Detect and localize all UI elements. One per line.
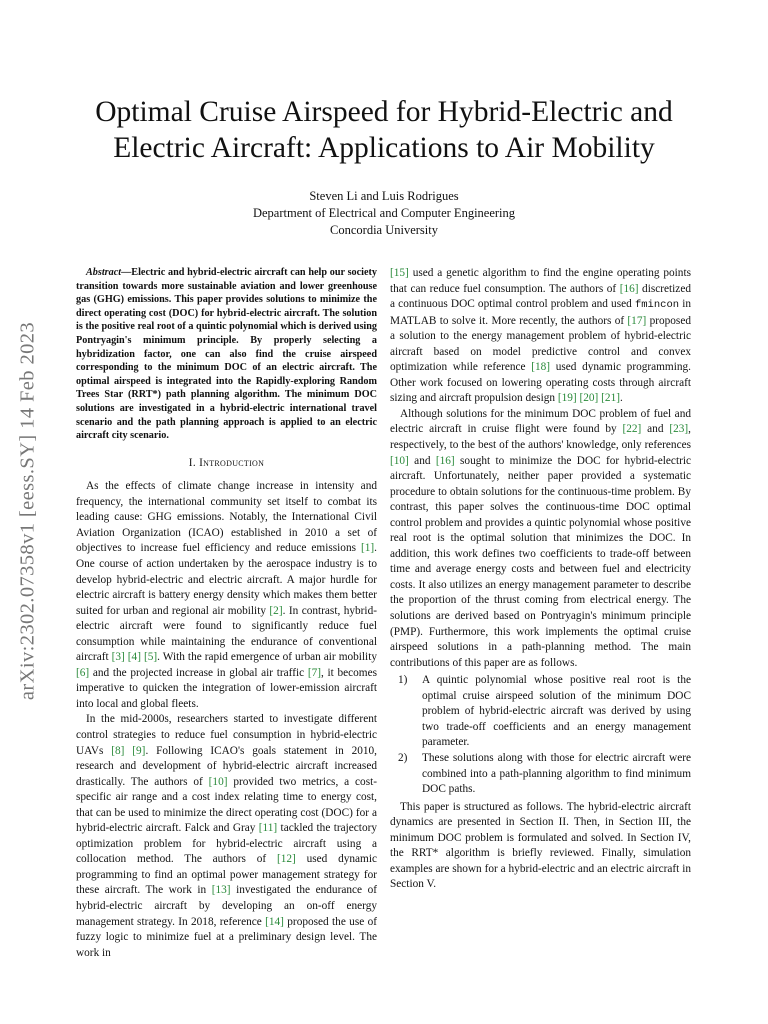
paper-title [40, 94, 728, 166]
citation-link[interactable]: [21] [601, 392, 620, 405]
left-column [76, 266, 377, 961]
code-fmincon: fmincon [634, 299, 680, 312]
intro-paragraph-1: As the effects of climate change increase in intensity and frequency, the international community set itself to combat its leading cause: GHG emissions. Notably, the International Civil Aviation Organization (ICAO) established in 2010 a set of objectives to increase fuel efficiency and reduce emissions [1]. One course of action undertaken by the aerospace industry is to develop hybrid-electric and electric aircraft. A major hurdle for electric aircraft is battery energy density which makes them better suited for urban and regional air mobility [2]. In contrast, hybrid-electric aircraft were found to significantly reduce fuel consumption while maintaining the endurance of conventional aircraft [3] [4] [5]. With the rapid emergence of urban air mobility [6] and the projected increase in global air traffic [7], it becomes imperative to quicken the integration of lower-emission aircraft into local and global fleets. [76, 480, 377, 710]
title-line-2: Electric Aircraft: Applications to Air Mobility [113, 132, 655, 164]
right-column [390, 266, 691, 893]
citation-link[interactable]: [13] [211, 884, 231, 897]
citation-link[interactable]: [14] [265, 915, 284, 928]
intro-paragraph-2-continued: [15] used a genetic algorithm to find the engine operating points that can reduce fuel consumption. The authors of [16] discretized a continuous DOC optimal control problem and used fmincon in MATLAB to solve it. More recently, the authors of [17] proposed a solution to the energy management problem of hybrid-electric aircraft based on model predictive control and convex optimization while reference [18] used dynamic programming. Other work focused on lowering operating costs through aircraft sizing and aircraft propulsion design [19] [20] [21]. [390, 267, 691, 405]
citation-link[interactable]: [10] [390, 454, 409, 467]
citation-link[interactable]: [4] [127, 651, 141, 664]
author-names: Steven Li and Luis Rodrigues [309, 189, 459, 203]
list-item-text: A quintic polynomial whose positive real root is the optimal cruise airspeed solution of the minimum DOC problem of hybrid-electric aircraft was derived by using two trade-off coefficients and an energy management parameter. [422, 674, 691, 749]
section-name: Introduction [199, 456, 265, 469]
citation-link[interactable]: [22] [622, 423, 642, 436]
citation-link[interactable]: [20] [579, 392, 599, 405]
citation-link[interactable]: [2] [269, 604, 283, 617]
citation-link[interactable]: [10] [208, 775, 228, 788]
list-item [390, 751, 691, 798]
citation-link[interactable]: [8] [111, 744, 125, 757]
author-block [40, 188, 728, 239]
intro-paragraph-3: Although solutions for the minimum DOC problem of fuel and electric aircraft in cruise flight were found by [22] and [23], respectively, to the best of the authors' knowledge, only references [10] and [16] sought to minimize the DOC for hybrid-electric aircraft. Unfortunately, neither paper provided a systematic procedure to obtain solutions for the continuous-time problem. By contrast, this paper solves the continuous-time DOC optimal control problem and provides a quintic polynomial whose positive real root is the optimal solution that minimizes the DOC. In addition, this work defines two coefficients to trade-off between time and average energy costs and between fuel and electricity costs. It also utilizes an energy management parameter to describe the proportion of the thrust coming from electrical energy. The solutions are derived based on Pontryagin's minimum principle (PMP). Furthermore, this work implements the optimal cruise airspeed solutions in a path-planning method. The main contributions of this paper are as follows. [390, 407, 691, 669]
intro-paragraph-4: This paper is structured as follows. The hybrid-electric aircraft dynamics are presented in Section II. Then, in Section III, the minimum DOC problem is formulated and solved. In Section IV, the RRT* algorithm is briefly reviewed. Finally, simulation examples are shown for a hybrid-electric and an electric aircraft in Section V. [390, 800, 691, 891]
list-item-number: 2) [398, 751, 408, 764]
citation-link[interactable]: [19] [557, 392, 577, 405]
citation-link[interactable]: [12] [276, 853, 296, 866]
arxiv-sidebar [8, 266, 48, 756]
list-item-text: These solutions along with those for electric aircraft were combined into a path-planning algorithm to find minimum DOC paths. [422, 751, 691, 796]
contributions-list [390, 673, 691, 797]
abstract-label: Abstract [86, 267, 122, 278]
title-line-1: Optimal Cruise Airspeed for Hybrid-Electric and [95, 96, 673, 128]
citation-link[interactable]: [18] [531, 361, 551, 374]
citation-link[interactable]: [15] [390, 267, 409, 279]
citation-link[interactable]: [23] [669, 423, 689, 436]
list-item [390, 673, 691, 751]
section-heading-introduction [76, 456, 377, 472]
citation-link[interactable]: [16] [619, 282, 639, 295]
list-item-number: 1) [398, 674, 408, 687]
author-department: Department of Electrical and Computer Engineering [252, 206, 516, 220]
citation-link[interactable]: [9] [132, 744, 146, 757]
arxiv-identifier: arXiv:2302.07358v1 [eess.SY] 14 Feb 2023 [16, 321, 39, 701]
citation-link[interactable]: [11] [258, 822, 278, 835]
citation-link[interactable]: [16] [435, 454, 455, 467]
abstract [76, 266, 377, 443]
author-university: Concordia University [330, 223, 438, 237]
abstract-text: Electric and hybrid-electric aircraft can help our society transition towards more sustainable aviation and lower greenhouse gas (GHG) emissions. This paper provides solutions to minimize the direct operating cost (DOC) for hybrid-electric aircraft. The solution is the positive real root of a quintic polynomial which is derived using Pontryagin's minimum principle. By properly selecting a hybridization factor, one can also find the cruise airspeed corresponding to the minimum DOC of an electric aircraft. The optimal airspeed is integrated into the Rapidly-exploring Random Trees Star (RRT*) path planning algorithm. The minimum DOC solutions are investigated in a hybrid-electric international travel scenario and the path planning approach is applied to an electric aircraft city scenario. [76, 267, 377, 442]
citation-link[interactable]: [17] [627, 314, 647, 327]
intro-paragraph-2: In the mid-2000s, researchers started to investigate different control strategies to reduce fuel consumption in hybrid-electric UAVs [8] [9]. Following ICAO's goals statement in 2010, research and development of hybrid-electric aircraft increased drastically. The authors of [10] provided two metrics, a cost-specific air range and a cost index relating time to energy cost, that can be used to minimize the direct operating cost (DOC) for a hybrid-electric aircraft. Falck and Gray [11] tackled the trajectory optimization problem for hybrid-electric aircraft using a collocation method. The authors of [12] used dynamic programming to find an optimal power management strategy for these aircraft. The work in [13] investigated the endurance of hybrid-electric aircraft by developing an on-off energy management strategy. In 2018, reference [14] proposed the use of fuzzy logic to minimize fuel at a preliminary design level. The work in [76, 713, 377, 959]
citation-link[interactable]: [7] [307, 666, 321, 679]
abstract-dash: — [121, 267, 132, 278]
citation-link[interactable]: [1] [360, 542, 375, 555]
citation-link[interactable]: [6] [76, 666, 90, 679]
citation-link[interactable]: [3] [111, 651, 125, 664]
citation-link[interactable]: [5] [143, 651, 158, 664]
section-number: I. [188, 456, 196, 469]
